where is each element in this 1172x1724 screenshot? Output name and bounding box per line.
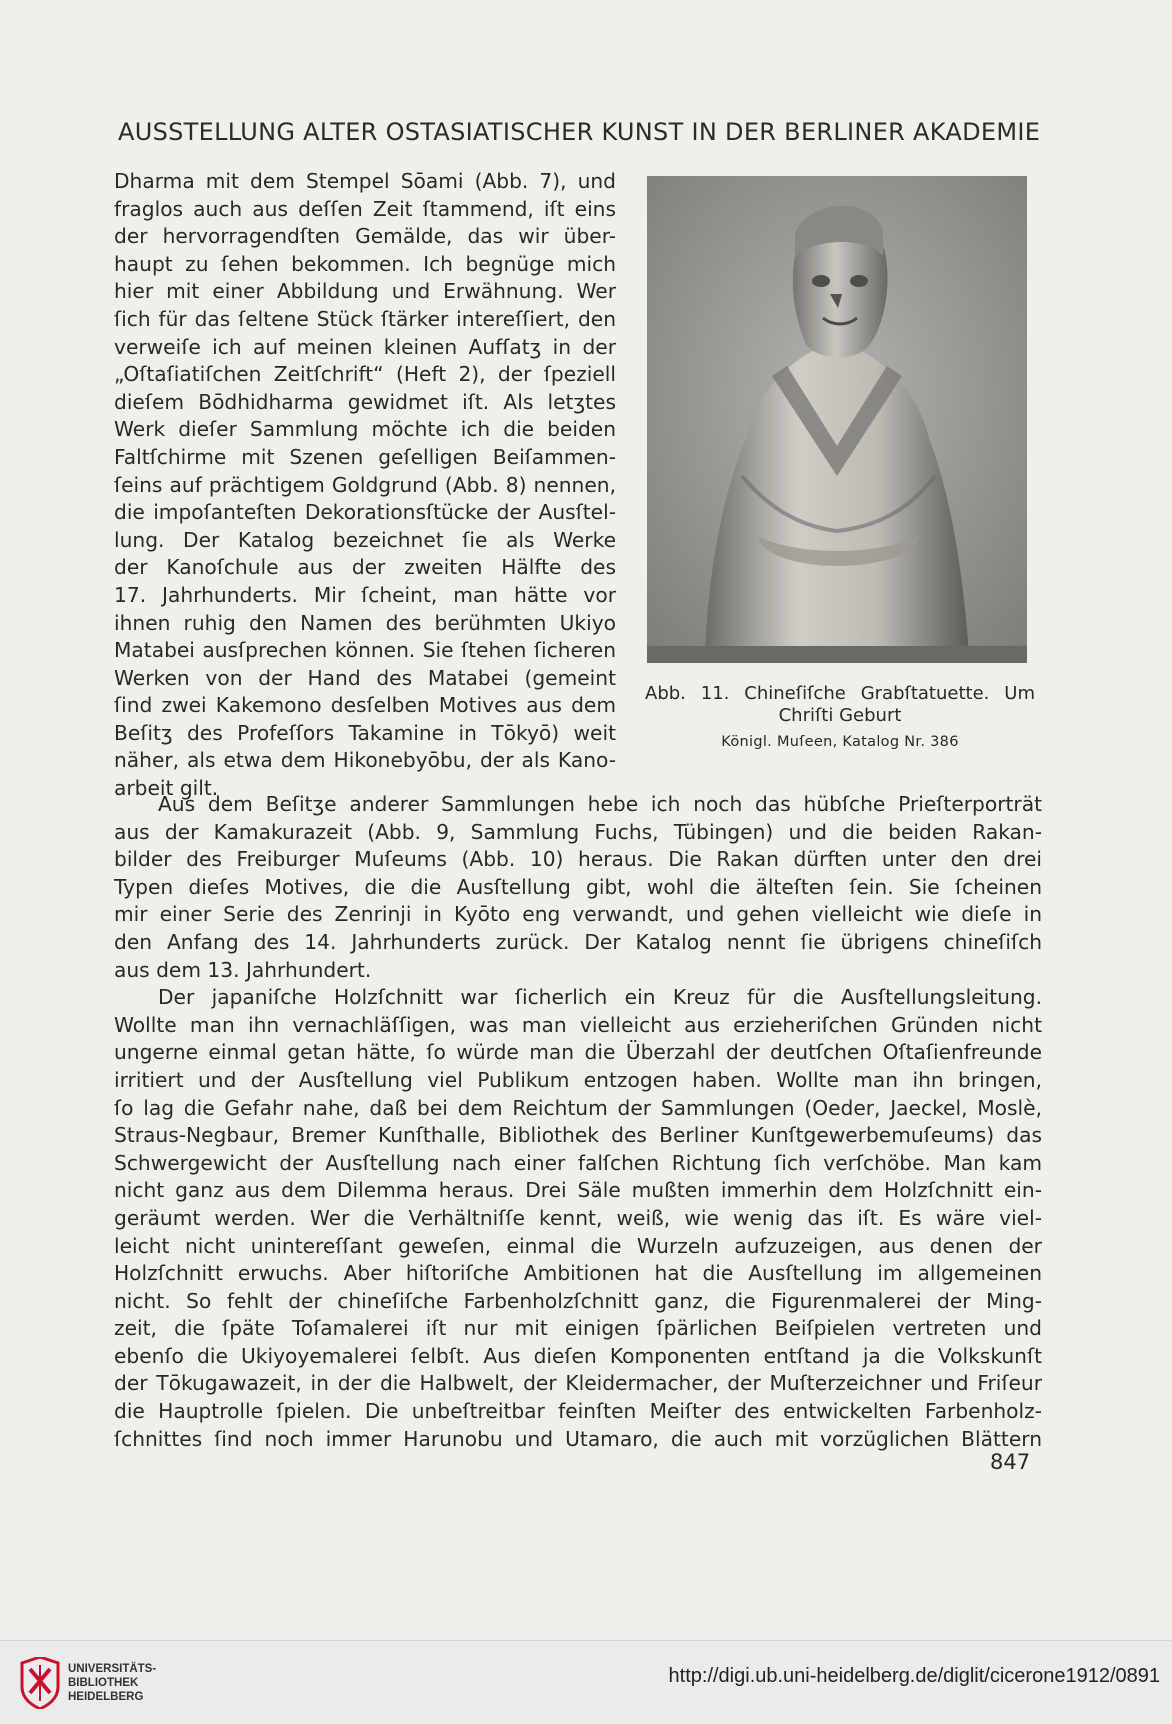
text-line: fraglos auch aus deſſen Zeit ſtammend, iſt eins (114, 196, 616, 221)
text-line: nicht ganz aus dem Dilemma heraus. Drei Säle mußten immerhin dem Holzſchnitt ein- (114, 1178, 1042, 1203)
caption-source: Königl. Muſeen, Katalog Nr. 386 (721, 734, 959, 750)
text-line: Werken von der Hand des Matabei (gemeint (114, 665, 616, 690)
text-line: Aus dem Beſitʒe anderer Sammlungen hebe ich noch das hübſche Prieſterporträt (158, 792, 1042, 816)
text-line: hier mit einer Abbildung und Erwähnung. Wer (114, 279, 616, 304)
text-line: der Kanoſchule aus der zweiten Hälfte des (114, 555, 616, 580)
text-line: ſich für das ſeltene Stück ſtärker intereſſiert, den (114, 306, 616, 331)
heidelberg-library-logo-icon[interactable] (18, 1657, 62, 1709)
text-line: lung. Der Katalog bezeichnet ſie als Werke (114, 527, 616, 552)
figure-photo (647, 176, 1027, 663)
text-line: aus dem 13. Jahrhundert. (114, 957, 372, 982)
text-line: aus der Kamakurazeit (Abb. 9, Sammlung Fuchs, Tübingen) und die beiden Rakan- (114, 819, 1042, 844)
text-line: ſeins auf prächtigem Goldgrund (Abb. 8) nennen, (114, 472, 616, 497)
page-number: 847 (990, 1450, 1031, 1474)
text-line: Wollte man ihn vernachläſſigen, was man vielleicht aus erzieheriſchen Gründen nicht (114, 1012, 1042, 1037)
text-line: Der japaniſche Holzſchnitt war ſicherlich ein Kreuz für die Ausſtellungsleitung. (158, 985, 1042, 1010)
text-line: haupt zu ſehen bekommen. Ich begnüge mich (114, 251, 616, 276)
institution-name (68, 1662, 156, 1704)
text-line: ſo lag die Gefahr nahe, daß bei dem Reichtum der Sammlungen (Oeder, Jaeckel, Moslè, (114, 1095, 1042, 1120)
text-line: Matabei ausſprechen können. Sie ſtehen ſicheren (114, 638, 616, 663)
text-line: ihnen ruhig den Namen des berühmten Ukiyo (114, 610, 616, 635)
text-line: Werk dieſer Sammlung möchte ich die beiden (114, 417, 616, 442)
institution-line: HEIDELBERG (68, 1691, 144, 1703)
text-line: geräumt werden. Wer die Verhältniſſe kennt, weiß, wie wenig das iſt. Es wäre viel- (114, 1205, 1042, 1230)
left-column-text (114, 168, 616, 803)
viewer-footer (0, 1640, 1172, 1724)
running-title: AUSSTELLUNG ALTER OSTASIATISCHER KUNST IN DER BERLINER AKADEMIE (118, 118, 1041, 146)
text-line: Straus-Negbaur, Bremer Kunſthalle, Bibliothek des Berliner Kunſtgewerbemuſeums) das (114, 1123, 1042, 1148)
text-line: ſind zwei Kakemono desſelben Motives aus dem (114, 693, 616, 718)
text-line: Typen dieſes Motives, die die Ausſtellung gibt, wohl die älteſten ſein. Sie ſcheinen (114, 874, 1042, 899)
text-line: Beſitʒ des Profeſſors Takamine in Tōkyō) weit (114, 720, 616, 745)
caption-date: Chriſti Geburt (778, 705, 902, 726)
text-line: Dharma mit dem Stempel Sōami (Abb. 7), und (114, 169, 616, 193)
text-line: Faltſchirme mit Szenen geſelligen Beiſammen- (114, 444, 616, 469)
text-line: Schwergewicht der Ausſtellung nach einer falſchen Richtung ſich verſchöbe. Man kam (114, 1150, 1042, 1175)
chinese-grave-statuette-photo (647, 176, 1027, 663)
text-line: verweiſe ich auf meinen kleinen Aufſatʒ in der (114, 334, 616, 359)
text-line: die impoſanteſten Dekorationsſtücke der Ausſtel- (114, 500, 616, 525)
text-line: Holzſchnitt erwuchs. Aber hiſtoriſche Ambitionen hat die Ausſtellung im allgemeinen (114, 1261, 1042, 1286)
caption-title: Abb. 11. Chineſiſche Grabſtatuette. Um (645, 683, 1035, 704)
text-line: den Anfang des 14. Jahrhunderts zurück. Der Katalog nennt ſie übrigens chineſiſch (114, 929, 1042, 954)
institution-line: BIBLIOTHEK (68, 1677, 139, 1689)
figure-caption (645, 683, 1035, 753)
text-line: ungerne einmal getan hätte, ſo würde man die Überzahl der deutſchen Oſtaſienfreunde (114, 1040, 1042, 1065)
permalink-url[interactable]: http://digi.ub.uni-heidelberg.de/diglit/cicerone1912/0891 (668, 1665, 1160, 1687)
text-line: ebenſo die Ukiyoyemalerei ſelbſt. Aus dieſen Komponenten entſtand ja die Volkskunſt (114, 1343, 1042, 1368)
full-width-text (114, 791, 1042, 1453)
text-line: leicht nicht unintereſſant geweſen, einmal die Wurzeln aufzuzeigen, aus denen der (114, 1233, 1042, 1258)
text-line: nicht. So fehlt der chineſiſche Farbenholzſchnitt ganz, die Figurenmalerei der Ming- (114, 1288, 1042, 1313)
institution-line: UNIVERSITÄTS- (68, 1663, 157, 1675)
text-line: der Tōkugawazeit, in der die Halbwelt, der Kleidermacher, der Muſterzeichner und Friſeur (114, 1371, 1042, 1396)
text-line: 17. Jahrhunderts. Mir ſcheint, man hätte vor (114, 582, 616, 607)
text-line: dieſem Bōdhidharma gewidmet iſt. Als letʒtes (114, 389, 616, 414)
text-line: zeit, die ſpäte Toſamalerei iſt nur mit einigen ſpärlichen Beiſpielen vertreten und (114, 1316, 1042, 1341)
text-line: ſchnittes ſind noch immer Harunobu und Utamaro, die auch mit vorzüglichen Blättern (114, 1426, 1042, 1451)
text-line: der hervorragendſten Gemälde, das wir über- (114, 224, 616, 249)
text-line: die Hauptrolle ſpielen. Die unbeſtreitbar feinſten Meiſter des entwickelten Farbenholz- (114, 1399, 1042, 1424)
text-line: „Oſtaſiatiſchen Zeitſchrift“ (Heft 2), der ſpeziell (114, 362, 616, 387)
text-line: irritiert und der Ausſtellung viel Publikum entzogen haben. Wollte man ihn bringen, (114, 1067, 1042, 1092)
text-line: bilder des Freiburger Muſeums (Abb. 10) heraus. Die Rakan dürften unter den drei (114, 847, 1042, 872)
text-line: arbeit gilt. (114, 776, 219, 801)
text-line: mir einer Serie des Zenrinji in Kyōto eng verwandt, und gehen vielleicht wie dieſe in (114, 902, 1042, 927)
text-line: näher, als etwa dem Hikonebyōbu, der als Kano- (114, 748, 616, 773)
